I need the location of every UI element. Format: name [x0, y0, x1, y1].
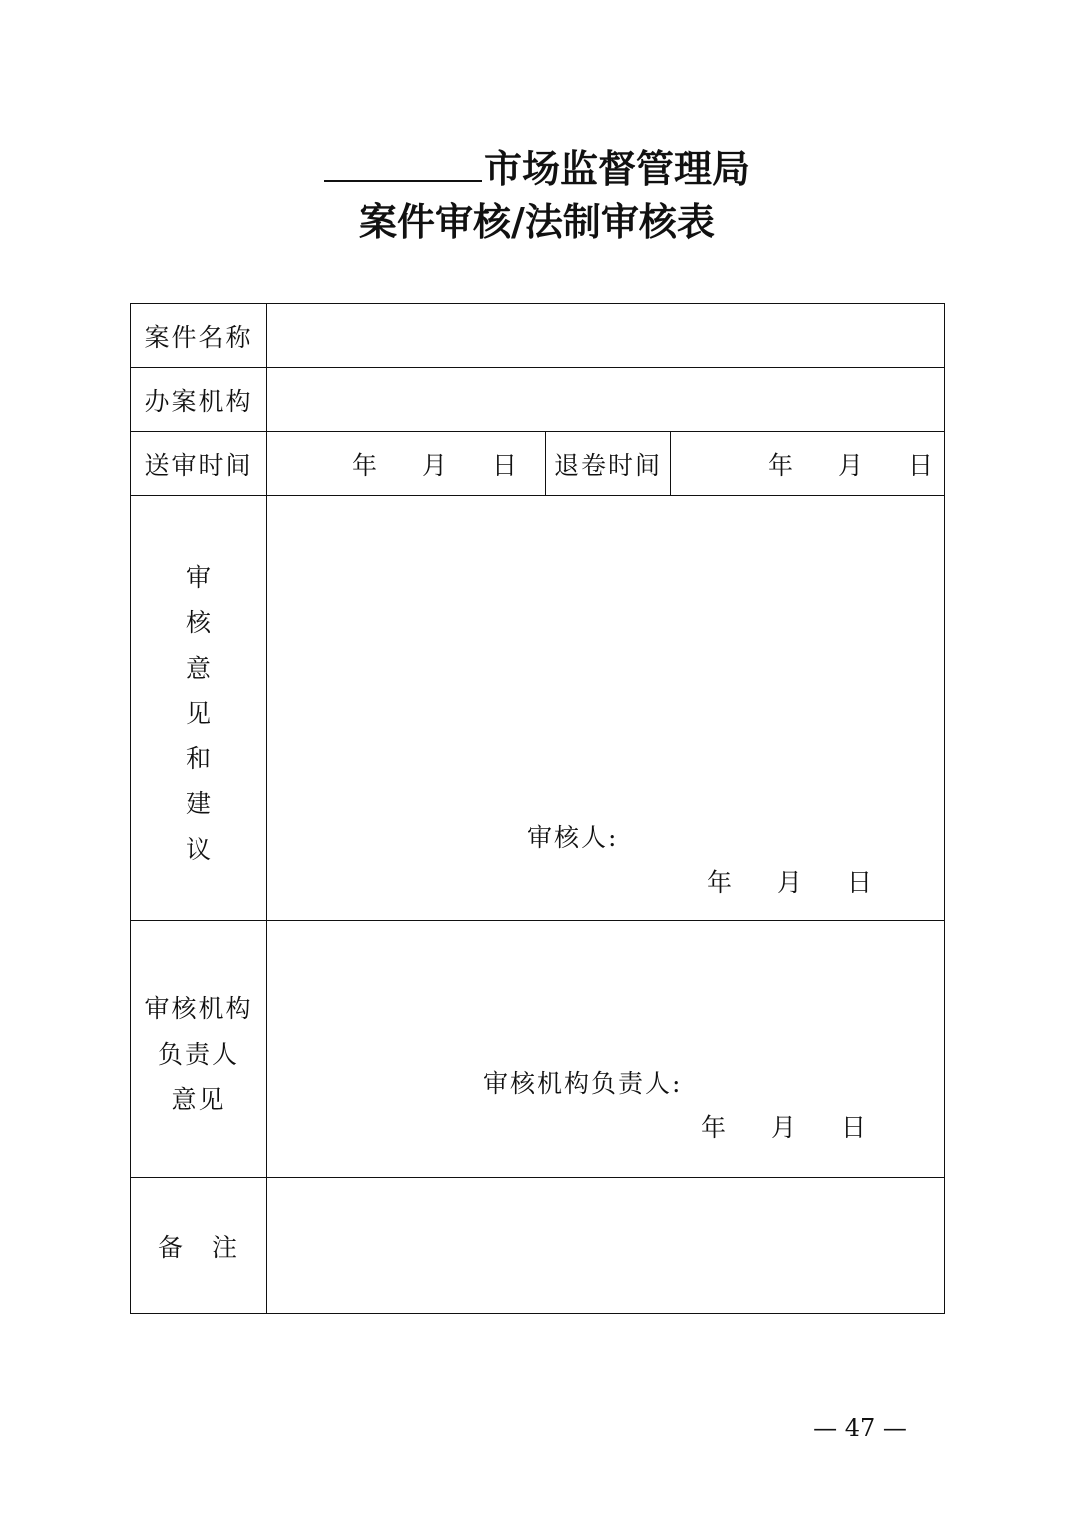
review-opinion-char: 意 — [185, 653, 211, 683]
review-opinion-char: 见 — [185, 698, 211, 728]
review-opinion-label — [132, 555, 265, 872]
date-month: 月 — [777, 868, 803, 897]
date-year: 年 — [707, 868, 733, 897]
label-column-divider — [266, 303, 267, 1314]
date-month: 月 — [422, 451, 448, 480]
handling-org-field[interactable] — [268, 369, 943, 431]
row-divider — [130, 367, 945, 368]
return-date-field[interactable] — [768, 446, 933, 486]
date-day: 日 — [908, 451, 934, 480]
org-head-opinion-field[interactable] — [268, 922, 943, 1062]
case-name-label: 案件名称 — [144, 323, 253, 352]
review-opinion-char: 议 — [185, 834, 211, 864]
date-year: 年 — [701, 1113, 727, 1142]
column-divider — [670, 431, 671, 495]
review-opinion-char: 和 — [185, 744, 211, 774]
row-divider — [130, 495, 945, 496]
title-agency-suffix: 市场监督管理局 — [483, 146, 750, 191]
page-number: — 47 — — [813, 1414, 907, 1442]
return-time-label: 退卷时间 — [553, 451, 662, 480]
review-opinion-char: 核 — [185, 608, 211, 638]
remarks-label: 备 注 — [157, 1232, 239, 1262]
submit-time-label: 送审时间 — [144, 451, 253, 480]
org-head-date-field[interactable] — [701, 1108, 866, 1148]
date-year: 年 — [768, 451, 794, 480]
review-opinion-char: 建 — [185, 789, 211, 819]
reviewer-date-field[interactable] — [707, 863, 872, 903]
org-head-opinion-line: 负责人 — [157, 1039, 239, 1069]
row-divider — [130, 1177, 945, 1178]
org-head-signature-label: 审核机构负责人: — [483, 1069, 683, 1098]
row-divider — [130, 431, 945, 432]
reviewer-signature-label: 审核人: — [527, 823, 619, 852]
date-month: 月 — [771, 1113, 797, 1142]
org-head-opinion-label — [132, 986, 265, 1123]
handling-org-label: 办案机构 — [144, 387, 253, 416]
remarks-field[interactable] — [268, 1179, 943, 1312]
submit-date-field[interactable] — [352, 446, 517, 486]
column-divider — [545, 431, 546, 495]
row-divider — [130, 920, 945, 921]
org-head-opinion-line: 审核机构 — [144, 994, 253, 1023]
date-year: 年 — [352, 451, 378, 480]
review-opinion-field[interactable] — [268, 497, 943, 807]
document-title-line1 — [0, 140, 1074, 191]
case-name-field[interactable] — [268, 305, 943, 367]
review-opinion-char: 审 — [185, 563, 211, 592]
date-month: 月 — [838, 451, 864, 480]
agency-name-blank[interactable] — [324, 140, 482, 182]
date-day: 日 — [847, 868, 873, 897]
document-title-line2: 案件审核/法制审核表 — [359, 199, 715, 244]
org-head-opinion-line: 意见 — [171, 1085, 226, 1114]
date-day: 日 — [841, 1113, 867, 1142]
date-day: 日 — [492, 451, 518, 480]
